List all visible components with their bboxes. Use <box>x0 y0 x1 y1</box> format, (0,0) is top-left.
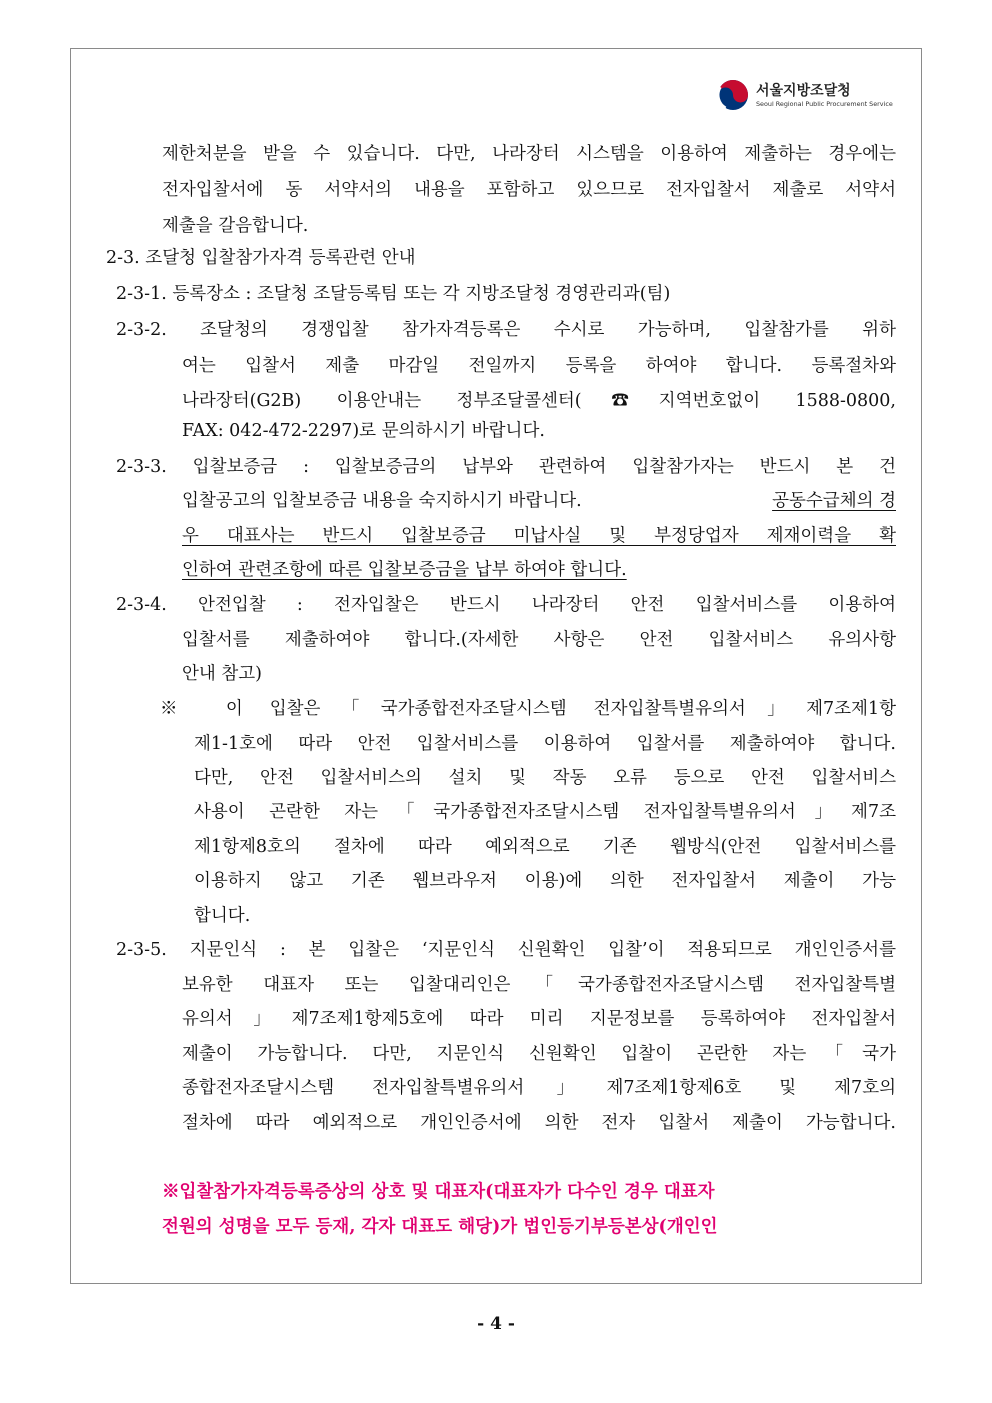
text-line: 절차에 따라 예외적으로 개인인증서에 의한 전자 입찰서 제출이 가능합니다. <box>182 1113 896 1133</box>
page-number: - 4 - <box>477 1314 515 1334</box>
item-2-3-2: 2-3-2. 조달청의 경쟁입찰 참가자격등록은 수시로 가능하며, 입찰참가를 위하 <box>116 320 896 340</box>
text-line: 여는 입찰서 제출 마감일 전일까지 등록을 하여야 합니다. 등록절차와 <box>182 356 896 376</box>
text-line: 제한처분을 받을 수 있습니다. 다만, 나라장터 시스템을 이용하여 제출하는 경우에는 <box>162 144 896 164</box>
underlined-text: 인하여 관련조항에 따른 입찰보증금을 납부 하여야 합니다. <box>182 560 627 580</box>
notice-line: ※입찰참가자격등록증상의 상호 및 대표자(대표자가 다수인 경우 대표자 <box>162 1182 715 1202</box>
text-line: 사용이 곤란한 자는「국가종합전자조달시스템 전자입찰특별유의서」제7조 <box>194 802 896 822</box>
text-line: 제출이 가능합니다. 다만, 지문인식 신원확인 입찰이 곤란한 자는「국가 <box>182 1044 896 1064</box>
notice-line: 전원의 성명을 모두 등재, 각자 대표도 해당)가 법인등기부등본상(개인인 <box>162 1217 718 1237</box>
org-logo <box>716 78 906 118</box>
text-line: 이용하지 않고 기존 웹브라우저 이용)에 의한 전자입찰서 제출이 가능 <box>194 871 896 891</box>
item-2-3-5: 2-3-5. 지문인식 : 본 입찰은 ‘지문인식 신원확인 입찰’이 적용되므로 개인인증서를 <box>116 940 896 960</box>
text-line: 나라장터(G2B) 이용안내는 정부조달콜센터(☎지역번호없이 1588-0800, <box>182 391 896 411</box>
text-line: 다만, 안전 입찰서비스의 설치 및 작동 오류 등으로 안전 입찰서비스 <box>194 768 896 788</box>
text-line: 입찰공고의 입찰보증금 내용을 숙지하시기 바랍니다. <box>182 491 582 511</box>
text-line: 보유한 대표자 또는 입찰대리인은「국가종합전자조달시스템 전자입찰특별 <box>182 975 896 995</box>
text-line: FAX: 042-472-2297)로 문의하시기 바랍니다. <box>182 421 545 441</box>
taegeuk-logo-icon <box>716 78 750 112</box>
text-line: 제출을 갈음합니다. <box>162 216 309 236</box>
item-2-3-3: 2-3-3. 입찰보증금 : 입찰보증금의 납부와 관련하여 입찰참가자는 반드시 본 건 <box>116 457 896 477</box>
org-name-korean: 서울지방조달청 <box>756 83 851 99</box>
underlined-text: 공동수급체의 경 <box>772 491 896 511</box>
reference-note: ※ 이 입찰은「국가종합전자조달시스템 전자입찰특별유의서」제7조제1항 <box>160 699 896 719</box>
text-line: 제1-1호에 따라 안전 입찰서비스를 이용하여 입찰서를 제출하여야 합니다. <box>194 734 896 754</box>
underlined-text: 우 대표사는 반드시 입찰보증금 미납사실 및 부정당업자 제재이력을 확 <box>182 526 896 546</box>
text-line: 제1항제8호의 절차에 따라 예외적으로 기존 웹방식(안전 입찰서비스를 <box>194 837 896 857</box>
text-line: 종합전자조달시스템 전자입찰특별유의서」제7조제1항제6호 및 제7호의 <box>182 1078 896 1098</box>
text-line: 입찰서를 제출하여야 합니다.(자세한 사항은 안전 입찰서비스 유의사항 <box>182 630 896 650</box>
text-line: 안내 참고) <box>182 664 263 684</box>
text-line: 전자입찰서에 동 서약서의 내용을 포함하고 있으므로 전자입찰서 제출로 서약서 <box>162 180 896 200</box>
item-2-3-4: 2-3-4. 안전입찰 : 전자입찰은 반드시 나라장터 안전 입찰서비스를 이용하여 <box>116 595 896 615</box>
org-name-english: Seoul Regional Public Procurement Service <box>756 100 893 108</box>
section-heading: 2-3. 조달청 입찰참가자격 등록관련 안내 <box>106 248 416 268</box>
text-line: 유의서」제7조제1항제5호에 따라 미리 지문정보를 등록하여야 전자입찰서 <box>182 1009 896 1029</box>
item-2-3-1: 2-3-1. 등록장소 : 조달청 조달등록팀 또는 각 지방조달청 경영관리과(팀) <box>116 284 671 304</box>
text-line: 합니다. <box>194 906 251 926</box>
